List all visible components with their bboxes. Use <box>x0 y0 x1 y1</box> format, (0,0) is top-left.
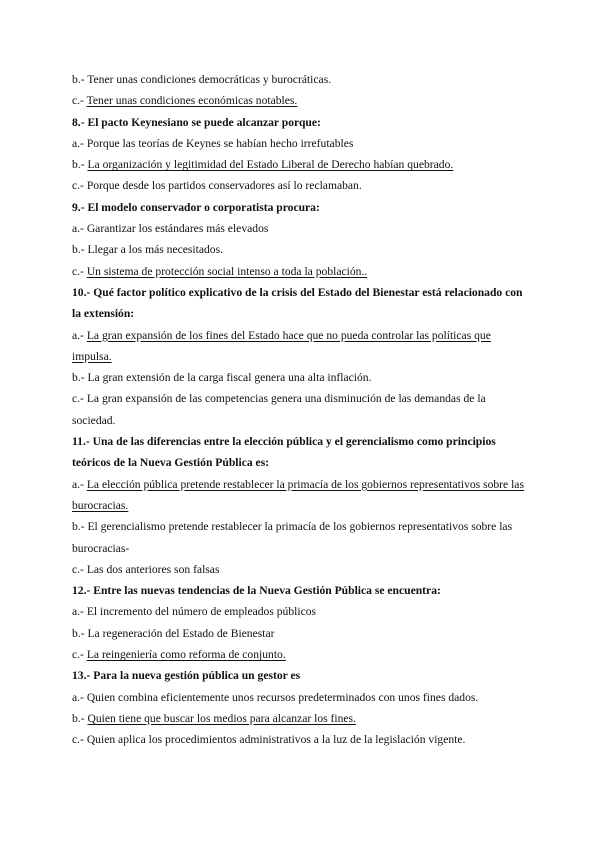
question-heading <box>72 197 532 218</box>
option-text: Garantizar los estándares más elevados <box>86 222 269 236</box>
option-letter: b.- <box>72 520 85 534</box>
option-letter: a.- <box>72 690 84 704</box>
question-text: 13.- Para la nueva gestión pública un gestor es <box>72 669 301 683</box>
option-letter: c.- <box>72 648 84 662</box>
question-text: 11.- Una de las diferencias entre la elección pública y el gerencialismo como principios teóricos de la Nueva Gestión Pública es: <box>72 435 496 470</box>
answer-option <box>72 90 532 111</box>
option-text: El gerencialismo pretende restablecer la primacía de los gobiernos representativos sobre las burocracias- <box>72 520 513 555</box>
option-text: La regeneración del Estado de Bienestar <box>87 626 275 640</box>
question-heading <box>72 112 532 133</box>
question-text: 9.- El modelo conservador o corporatista procura: <box>72 200 320 214</box>
option-text: El incremento del número de empleados públicos <box>86 605 317 619</box>
option-text: Las dos anteriores son falsas <box>86 562 220 576</box>
question-heading <box>72 580 532 601</box>
answer-option <box>72 516 532 559</box>
option-text: Porque desde los partidos conservadores así lo reclamaban. <box>86 179 362 193</box>
option-letter: a.- <box>72 605 84 619</box>
option-text: La gran extensión de la carga fiscal genera una alta inflación. <box>87 371 372 385</box>
question-heading <box>72 431 532 474</box>
question-heading <box>72 665 532 686</box>
option-letter: a.- <box>72 477 84 491</box>
answer-option <box>72 388 532 431</box>
option-letter: b.- <box>72 711 85 725</box>
answer-option <box>72 474 532 517</box>
option-letter: c.- <box>72 179 84 193</box>
option-letter: b.- <box>72 626 85 640</box>
option-letter: a.- <box>72 222 84 236</box>
option-letter: a.- <box>72 136 84 150</box>
answer-option <box>72 559 532 580</box>
question-text: 12.- Entre las nuevas tendencias de la Nueva Gestión Pública se encuentra: <box>72 584 441 598</box>
answer-option <box>72 623 532 644</box>
option-letter: b.- <box>72 371 85 385</box>
option-letter: c.- <box>72 562 84 576</box>
option-text-correct: La gran expansión de los fines del Estado hace que no pueda controlar las políticas que impulsa. <box>72 328 491 363</box>
answer-option <box>72 218 532 239</box>
option-letter: c.- <box>72 392 84 406</box>
answer-option <box>72 729 532 750</box>
option-text-correct: La elección pública pretende restablecer la primacía de los gobiernos representativos sobre las burocracias. <box>72 477 524 512</box>
document-page <box>72 69 532 751</box>
question-heading <box>72 282 532 325</box>
answer-option <box>72 325 532 368</box>
option-text: Porque las teorías de Keynes se habían hecho irrefutables <box>86 136 354 150</box>
option-letter: c.- <box>72 733 84 747</box>
answer-option <box>72 239 532 260</box>
option-letter: a.- <box>72 328 84 342</box>
answer-option <box>72 69 532 90</box>
option-text: Quien aplica los procedimientos administrativos a la luz de la legislación vigente. <box>86 733 466 747</box>
option-letter: c.- <box>72 264 84 278</box>
option-text: Quien combina eficientemente unos recursos predeterminados con unos fines dados. <box>86 690 479 704</box>
answer-option <box>72 154 532 175</box>
option-letter: b.- <box>72 158 85 172</box>
answer-option <box>72 644 532 665</box>
option-letter: b.- <box>72 243 85 257</box>
option-text: Tener unas condiciones democráticas y burocráticas. <box>87 73 332 86</box>
option-text-correct: La reingeniería como reforma de conjunto. <box>86 648 286 662</box>
question-text: 10.- Qué factor político explicativo de la crisis del Estado del Bienestar está relacionado con la extensión: <box>72 285 523 321</box>
option-text-correct: Un sistema de protección social intenso a toda la población.. <box>86 264 368 278</box>
option-letter: b.- <box>72 73 85 86</box>
option-text-correct: La organización y legitimidad del Estado Liberal de Derecho habían quebrado. <box>87 158 454 172</box>
option-letter: c.- <box>72 94 84 108</box>
option-text: Llegar a los más necesitados. <box>87 243 224 257</box>
option-text-correct: Quien tiene que buscar los medios para alcanzar los fines. <box>87 711 356 725</box>
answer-option <box>72 687 532 708</box>
answer-option <box>72 601 532 622</box>
answer-option <box>72 261 532 282</box>
option-text: La gran expansión de las competencias genera una disminución de las demandas de la sociedad. <box>72 392 486 427</box>
option-text-correct: Tener unas condiciones económicas notables. <box>86 94 298 108</box>
answer-option <box>72 708 532 729</box>
answer-option <box>72 133 532 154</box>
answer-option <box>72 367 532 388</box>
question-text: 8.- El pacto Keynesiano se puede alcanzar porque: <box>72 115 321 129</box>
answer-option <box>72 175 532 196</box>
